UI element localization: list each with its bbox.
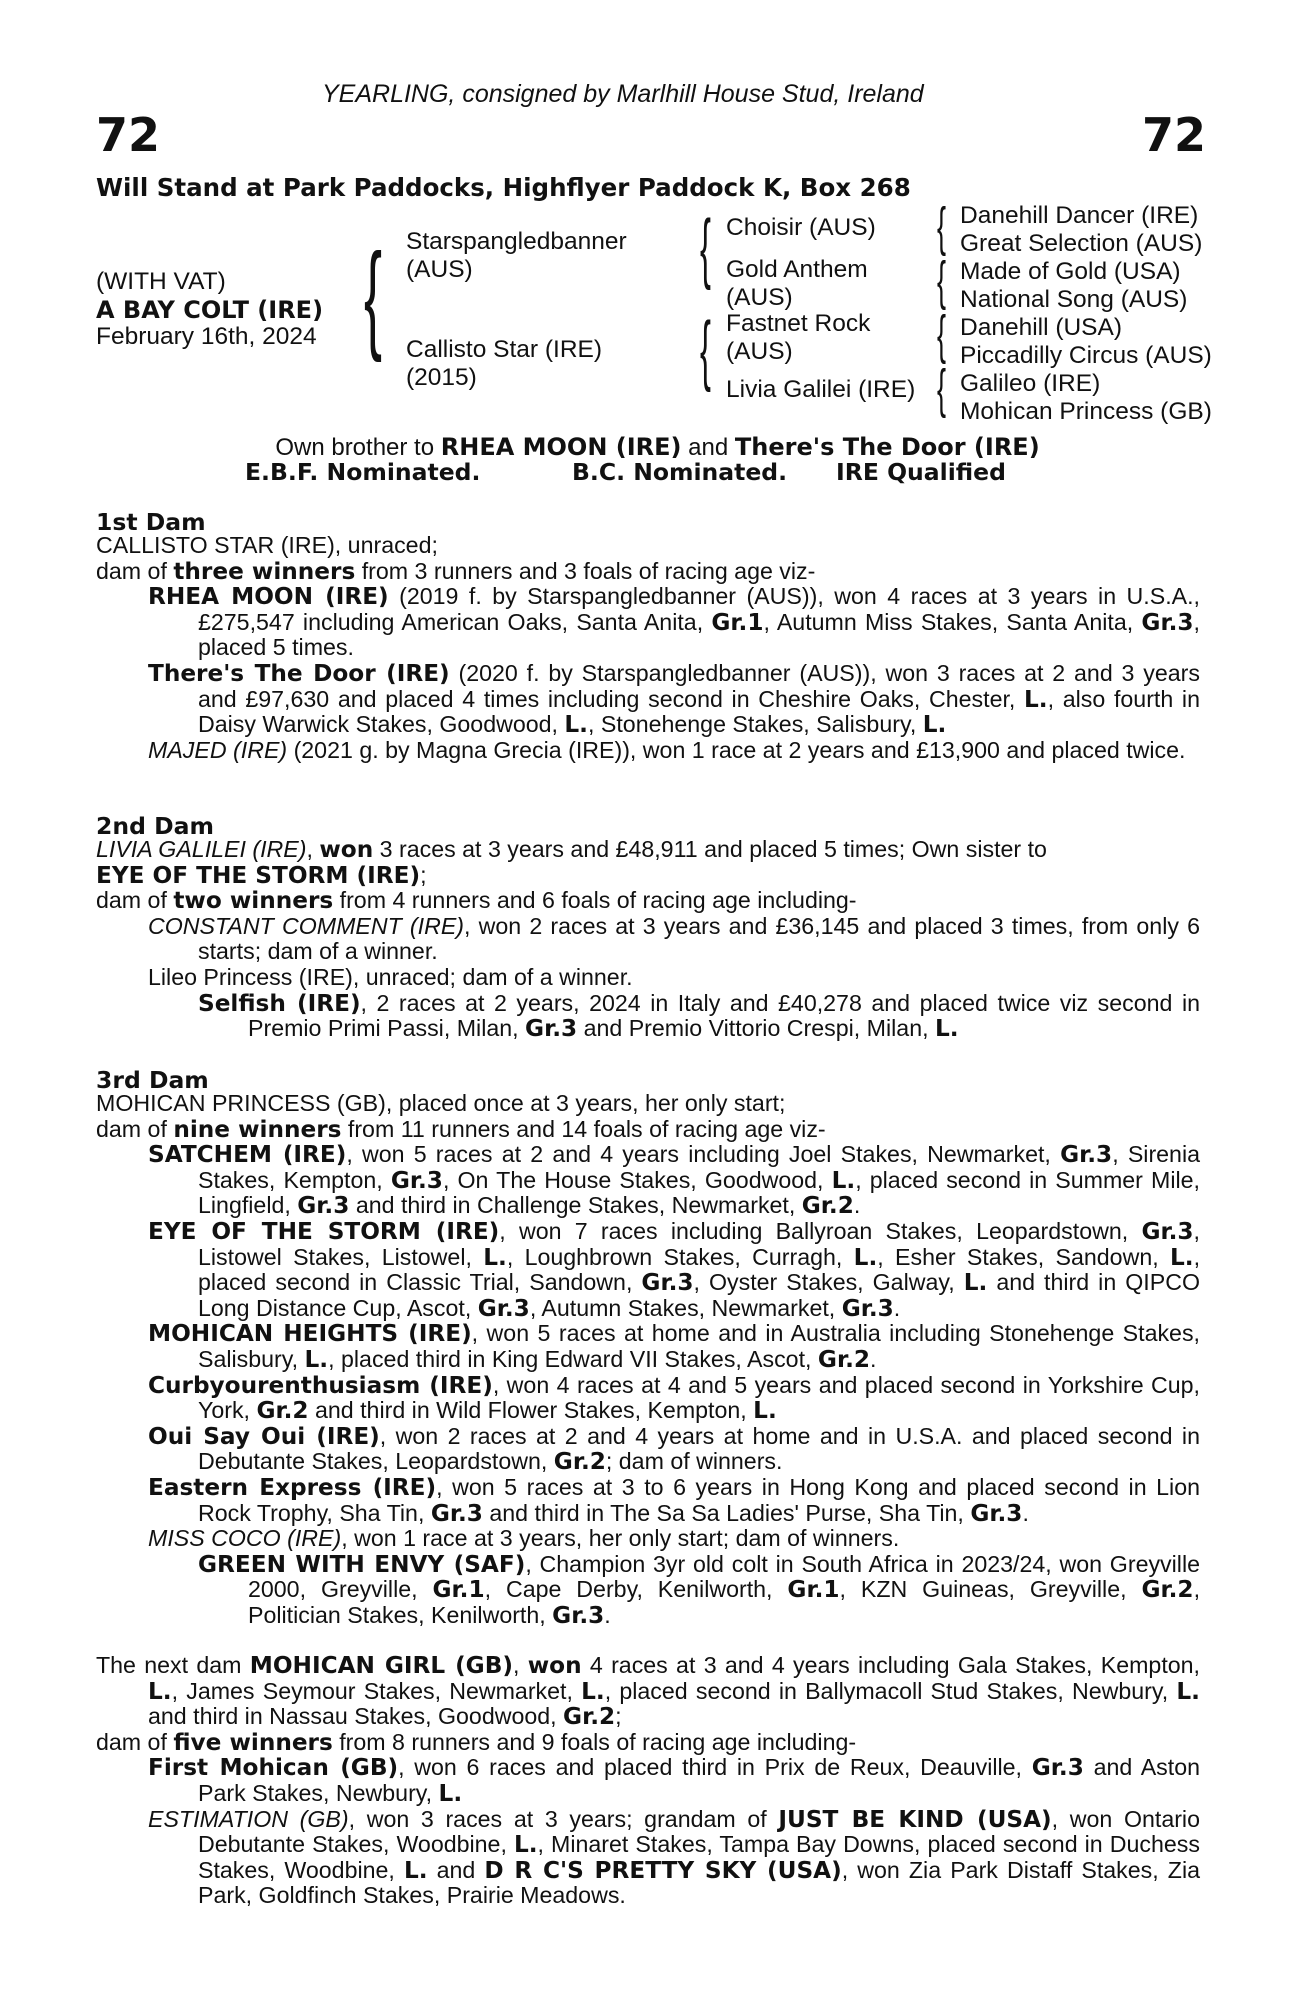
grade: L. [304, 1345, 329, 1373]
text: , won 4 races at 4 and 5 years and placed second in Yorkshire Cup, York, [198, 1371, 1201, 1424]
text: , 2 races at 2 years, 2024 in Italy and £40,278 and placed twice viz second in Premio Primi Passi, Milan, [248, 989, 1200, 1042]
progeny-oui-say-oui [148, 1424, 1200, 1475]
grade: L. [1176, 1677, 1200, 1705]
text: , Esher Stakes, Sandown, [877, 1243, 1170, 1270]
progeny-theres-the-door [148, 661, 1200, 738]
sire-dam-country: (AUS) [726, 284, 793, 311]
grade: L. [148, 1677, 172, 1705]
third-dam-line: MOHICAN PRINCESS (GB), placed once at 3 years, her only start; [96, 1090, 786, 1116]
text: and third in Wild Flower Stakes, Kempton, [308, 1397, 754, 1424]
progeny-name: CONSTANT COMMENT (IRE) [148, 912, 465, 939]
text: , won 1 race at 3 years, her only start; dam of winners. [341, 1525, 900, 1552]
progeny-selfish [198, 991, 1200, 1042]
pedigree-dss: Danehill (USA) [960, 314, 1123, 341]
text-bold: three winners [173, 557, 356, 585]
pedigree-dam-dam: Livia Galilei (IRE) [726, 376, 916, 403]
grade: L. [403, 1856, 428, 1884]
third-dam-heading: 3rd Dam [96, 1066, 209, 1094]
grade: Gr.1 [711, 608, 764, 636]
text: and [427, 1856, 485, 1883]
text: Lileo Princess (IRE), unraced; dam of a winner. [148, 963, 633, 990]
progeny-green-with-envy: GREEN WITH ENVY (SAF), Champion 3yr old colt in South Africa in 2023/24, won Greyville 2000, Greyville, Gr.1, Cape Derby, Kenilworth, Gr.1, KZN Guineas, Greyville, Gr.2, Politician Stakes, Kenilworth, Gr.3. [198, 1550, 1201, 1629]
pedigree-sire [406, 228, 627, 284]
second-dam-section [96, 837, 1200, 1042]
first-dam-section [96, 533, 1200, 763]
first-dam-produce [96, 559, 1200, 585]
dam-name: MOHICAN GIRL (GB) [249, 1652, 513, 1679]
grade: Gr.3 [1031, 1754, 1084, 1782]
pedigree-col3-top [960, 202, 1212, 426]
text: , Champion 3yr old colt in South Africa in 2023/24, won Greyville 2000, Greyville, [248, 1550, 1200, 1603]
text: , Minaret Stakes, Tampa Bay Downs, placed second in Duchess Stakes, Woodbine, [198, 1831, 1200, 1883]
second-dam-produce [96, 888, 1200, 914]
grade: Gr.1 [787, 1576, 840, 1604]
grade: L. [753, 1397, 777, 1425]
pedigree-brace-sire: { [700, 203, 711, 291]
text-bold: won [319, 836, 374, 863]
progeny-curbyourenthusiasm [148, 1373, 1200, 1424]
text: , placed third in King Edward VII Stakes, Ascot, [328, 1345, 818, 1372]
pedigree-dam [406, 336, 602, 392]
grade: Gr.3 [297, 1192, 350, 1220]
pedigree-dds: Galileo (IRE) [960, 370, 1101, 397]
grade: L. [853, 1243, 878, 1271]
progeny-mohican-heights: MOHICAN HEIGHTS (IRE), won 5 races at home and in Australia including Stonehenge Stakes, Salisbury, L., placed third in King Edward VII Stakes, Ascot, Gr.2. [148, 1320, 1200, 1373]
grade: Gr.2 [801, 1192, 854, 1220]
consignment-line: YEARLING, consigned by Marlhill House Stud, Ireland [322, 80, 924, 108]
grade: Gr.2 [553, 1448, 606, 1476]
vat-note: (WITH VAT) [96, 268, 226, 295]
text-bold: two winners [173, 887, 334, 915]
text: and third in Challenge Stakes, Newmarket, [349, 1192, 802, 1219]
text: , Autumn Stakes, Newmarket, [529, 1294, 842, 1321]
text: , won 7 races including Ballyroan Stakes, Leopardstown, [499, 1217, 1142, 1244]
dam-sire-country: (AUS) [726, 338, 793, 365]
text: , also fourth in Daisy Warwick Stakes, Goodwood, [198, 685, 1200, 738]
sire-country: (AUS) [406, 256, 473, 283]
own-brother-text: Own brother to [275, 434, 441, 461]
pedigree-brace-main: { [364, 229, 383, 363]
grade: L. [1169, 1243, 1194, 1271]
text: (2020 f. by Starspangledbanner (AUS)), won 3 races at 2 and 3 years and £97,630 and placed 4 times including second in Cheshire Oaks, Chester, [198, 659, 1200, 712]
text: and Aston Park Stakes, Newbury, [198, 1754, 1201, 1806]
text: dam of [96, 1115, 174, 1142]
progeny-lileo-princess [148, 965, 1200, 991]
own-brother-and: and [681, 434, 735, 461]
dam-year: (2015) [406, 364, 477, 391]
pedigree-dsd: Piccadilly Circus (AUS) [960, 342, 1212, 369]
pedigree-sdd: National Song (AUS) [960, 286, 1188, 313]
progeny-name: SATCHEM (IRE) [148, 1141, 347, 1169]
pedigree-brace-dd: { [937, 359, 947, 419]
next-dam-produce [96, 1730, 1200, 1756]
text: , placed second in Classic Trial, Sandown, [198, 1243, 1201, 1296]
text: , Sirenia Stakes, Kempton, [198, 1141, 1201, 1193]
second-dam-line [96, 837, 1200, 863]
grade: L. [922, 711, 947, 739]
text: , On The House Stakes, Goodwood, [442, 1166, 832, 1193]
text: , Cape Derby, Kenilworth, [484, 1576, 788, 1603]
text-bold: nine winners [173, 1115, 342, 1143]
text: , Listowel Stakes, Listowel, [198, 1217, 1200, 1270]
text: , won 5 races at 2 and 4 years including Joel Stakes, Newmarket, [346, 1141, 1061, 1168]
progeny-name: MAJED (IRE) [148, 736, 288, 763]
lot-number-right: 72 [1142, 108, 1207, 162]
grade: Gr.2 [1141, 1576, 1194, 1604]
pedigree-brace-sd: { [937, 251, 947, 311]
progeny-name: Curbyourenthusiasm (IRE) [148, 1371, 493, 1399]
second-dam-sister [96, 863, 1200, 889]
text: , Autumn Miss Stakes, Santa Anita, [763, 608, 1142, 635]
text: ; [615, 1703, 622, 1730]
progeny-name: Oui Say Oui (IRE) [148, 1422, 380, 1450]
horse-name: A BAY COLT (IRE) [96, 296, 324, 324]
lot-number-left: 72 [96, 108, 161, 162]
text: from 3 runners and 3 foals of racing age viz- [355, 557, 816, 584]
text: 3 races at 3 years and £48,911 and placed 5 times; Own sister to [373, 836, 1047, 862]
progeny-name: GREEN WITH ENVY (SAF) [198, 1550, 526, 1578]
text-bold: EYE OF THE STORM (IRE) [96, 861, 421, 889]
dam-sire-name: Fastnet Rock [726, 310, 871, 337]
progeny-name: ESTIMATION (GB) [148, 1805, 349, 1832]
text: and third in QIPCO Long Distance Cup, Ascot, [198, 1269, 1200, 1321]
text-bold: five winners [173, 1728, 333, 1756]
own-brother-rhea-moon: RHEA MOON (IRE) [440, 433, 682, 461]
progeny-name: MISS COCO (IRE) [148, 1525, 342, 1552]
text: , KZN Guineas, Greyville, [839, 1576, 1142, 1603]
progeny-name: MOHICAN HEIGHTS (IRE) [148, 1320, 472, 1348]
first-dam-heading: 1st Dam [96, 508, 206, 536]
progeny-majed [148, 738, 1200, 764]
grade: Gr.3 [1141, 608, 1194, 636]
text: , won Ontario Debutante Stakes, Woodbine, [198, 1805, 1200, 1858]
dam-name: LIVIA GALILEI (IRE) [96, 836, 307, 862]
progeny-name: Selfish (IRE) [198, 989, 361, 1017]
dam-name: Callisto Star (IRE) [406, 336, 603, 363]
text: , placed 5 times. [198, 608, 1200, 661]
ire-qualified: IRE Qualified [836, 458, 1006, 486]
grade: L. [438, 1779, 463, 1807]
grade: L. [513, 1831, 538, 1859]
text: , [513, 1652, 528, 1678]
progeny-estimation [148, 1807, 1200, 1909]
grade: Gr.3 [841, 1294, 894, 1322]
pedigree-brace-dam: { [700, 305, 711, 393]
text: , won 6 races and placed third in Prix de Reux, Deauville, [398, 1754, 1032, 1781]
pedigree-brace-ss: { [937, 197, 947, 257]
ebf-nominated: E.B.F. Nominated. [245, 458, 481, 486]
sire-dam-name: Gold Anthem [726, 256, 868, 283]
progeny-name: RHEA MOON (IRE) [148, 583, 389, 611]
grade: L. [1024, 685, 1048, 713]
grade: L. [831, 1166, 856, 1194]
text: , Stonehenge Stakes, Salisbury, [588, 711, 923, 738]
grade: L. [963, 1269, 988, 1297]
grade: Gr.3 [641, 1269, 694, 1297]
grandchild-name: JUST BE KIND (USA) [778, 1805, 1052, 1833]
text: , placed second in Ballymacoll Stud Stakes, Newbury, [604, 1677, 1177, 1704]
third-dam-produce [96, 1117, 1200, 1143]
grade: Gr.3 [430, 1499, 483, 1527]
progeny-rhea-moon [148, 584, 1200, 661]
grade: Gr.2 [563, 1703, 616, 1731]
text: , Politician Stakes, Kenilworth, [248, 1576, 1201, 1628]
stand-location: Will Stand at Park Paddocks, Highflyer Paddock K, Box 268 [96, 173, 911, 202]
text: and third in Nassau Stakes, Goodwood, [148, 1703, 564, 1730]
text: , James Seymour Stakes, Newmarket, [171, 1677, 582, 1704]
text: 4 races at 3 and 4 years including Gala Stakes, Kempton, [581, 1652, 1200, 1678]
text: , Loughbrown Stakes, Curragh, [506, 1243, 854, 1270]
own-brother-theres-the-door: There's The Door (IRE) [734, 433, 1040, 461]
grandchild-name: D R C'S PRETTY SKY (USA) [484, 1856, 842, 1884]
grade: L. [934, 1015, 959, 1043]
text: ; [420, 861, 427, 888]
grade: Gr.1 [432, 1576, 485, 1604]
progeny-eye-of-the-storm: EYE OF THE STORM (IRE), won 7 races including Ballyroan Stakes, Leopardstown, Gr.3, Listowel Stakes, Listowel, L., Loughbrown Stakes, Curragh, L., Esher Stakes, Sandown, L., placed second in Classic Trial, Sandown, Gr.3, Oyster Stakes, Galway, L. and third in QIPCO Long Distance Cup, Ascot, Gr.3, Autumn Stakes, Newmarket, Gr.3. [148, 1217, 1201, 1322]
text: (2021 g. by Magna Grecia (IRE)), won 1 race at 2 years and £13,900 and placed twice. [287, 736, 1186, 763]
progeny-satchem: SATCHEM (IRE), won 5 races at 2 and 4 years including Joel Stakes, Newmarket, Gr.3, Sirenia Stakes, Kempton, Gr.3, On The House Stakes, Goodwood, L., placed second in Summer Mile, Lingfield, Gr.3 and third in Challenge Stakes, Newmarket, Gr.2. [148, 1141, 1201, 1220]
text: , won 2 races at 3 years and £36,145 and placed 3 times, from only 6 starts; dam of a winner. [198, 912, 1200, 965]
pedigree-sds: Made of Gold (USA) [960, 258, 1181, 285]
text: dam of [96, 1728, 174, 1755]
grade: Gr.2 [256, 1397, 309, 1425]
next-dam-section [96, 1653, 1200, 1909]
text: , Oyster Stakes, Galway, [693, 1269, 964, 1296]
text: , won 3 races at 3 years; grandam of [348, 1805, 779, 1832]
text: , won 5 races at 3 to 6 years in Hong Kong and placed second in Lion Rock Trophy, Sha Tin, [198, 1473, 1200, 1526]
grade: L. [581, 1677, 605, 1705]
sire-name: Starspangledbanner [406, 228, 627, 255]
progeny-eastern-express: Eastern Express (IRE), won 5 races at 3 to 6 years in Hong Kong and placed second in Lion Rock Trophy, Sha Tin, Gr.3 and third in The Sa Sa Ladies' Purse, Sha Tin, Gr.3. [148, 1473, 1200, 1527]
text: , won 2 races at 2 and 4 years at home and in U.S.A. and placed second in Debutante Stakes, Leopardstown, [198, 1422, 1200, 1475]
pedigree-brace-ds: { [937, 305, 947, 365]
third-dam-section [96, 1091, 1200, 1628]
progeny-constant-comment [148, 914, 1200, 965]
text: dam of [96, 887, 174, 914]
text: and Premio Vittorio Crespi, Milan, [577, 1015, 935, 1042]
grade: L. [483, 1243, 507, 1271]
text: , [306, 836, 320, 862]
pedigree-sire-sire: Choisir (AUS) [726, 214, 876, 241]
progeny-name: There's The Door (IRE) [148, 659, 450, 687]
text: ; dam of winners. [605, 1448, 783, 1475]
grade: Gr.3 [552, 1601, 605, 1629]
first-dam-line: CALLISTO STAR (IRE), unraced; [96, 532, 438, 558]
text: from 8 runners and 9 foals of racing age including- [332, 1728, 857, 1755]
text: dam of [96, 557, 174, 584]
pedigree-ssd: Great Selection (AUS) [960, 230, 1203, 257]
second-dam-heading: 2nd Dam [96, 812, 214, 840]
text-bold: won [527, 1652, 582, 1679]
grade: Gr.2 [817, 1345, 871, 1373]
text: , won Zia Park Distaff Stakes, Zia Park, Goldfinch Stakes, Prairie Meadows. [198, 1856, 1200, 1909]
grade: Gr.3 [1141, 1217, 1194, 1245]
text: (2019 f. by Starspangledbanner (AUS)), won 4 races at 3 years in U.S.A., £275,547 including American Oaks, Santa Anita, [198, 583, 1200, 635]
pedigree-dam-sire [726, 310, 870, 366]
grade: Gr.3 [1060, 1141, 1113, 1169]
pedigree-sire-dam [726, 256, 868, 312]
pedigree-ddd: Mohican Princess (GB) [960, 398, 1212, 425]
next-dam-line [96, 1653, 1200, 1730]
text: from 4 runners and 6 foals of racing age including- [333, 887, 857, 914]
progeny-name: First Mohican (GB) [148, 1754, 399, 1782]
progeny-name: EYE OF THE STORM (IRE) [148, 1217, 500, 1245]
text: and third in The Sa Sa Ladies' Purse, Sha Tin, [482, 1499, 971, 1526]
grade: L. [564, 711, 588, 739]
grade: Gr.3 [970, 1499, 1023, 1527]
foaling-date: February 16th, 2024 [96, 323, 317, 350]
grade: Gr.3 [390, 1166, 443, 1194]
progeny-miss-coco [148, 1526, 1200, 1552]
text: , placed second in Summer Mile, Lingfield, [198, 1166, 1200, 1219]
text: , won 5 races at home and in Australia including Stonehenge Stakes, Salisbury, [198, 1320, 1200, 1372]
text: from 11 runners and 14 foals of racing age viz- [341, 1115, 826, 1142]
progeny-first-mohican [148, 1755, 1200, 1806]
bc-nominated: B.C. Nominated. [572, 458, 788, 486]
grade: Gr.3 [477, 1294, 530, 1322]
progeny-name: Eastern Express (IRE) [148, 1473, 437, 1501]
grade: Gr.3 [525, 1015, 578, 1043]
text: The next dam [96, 1652, 250, 1678]
pedigree-sss: Danehill Dancer (IRE) [960, 202, 1199, 229]
